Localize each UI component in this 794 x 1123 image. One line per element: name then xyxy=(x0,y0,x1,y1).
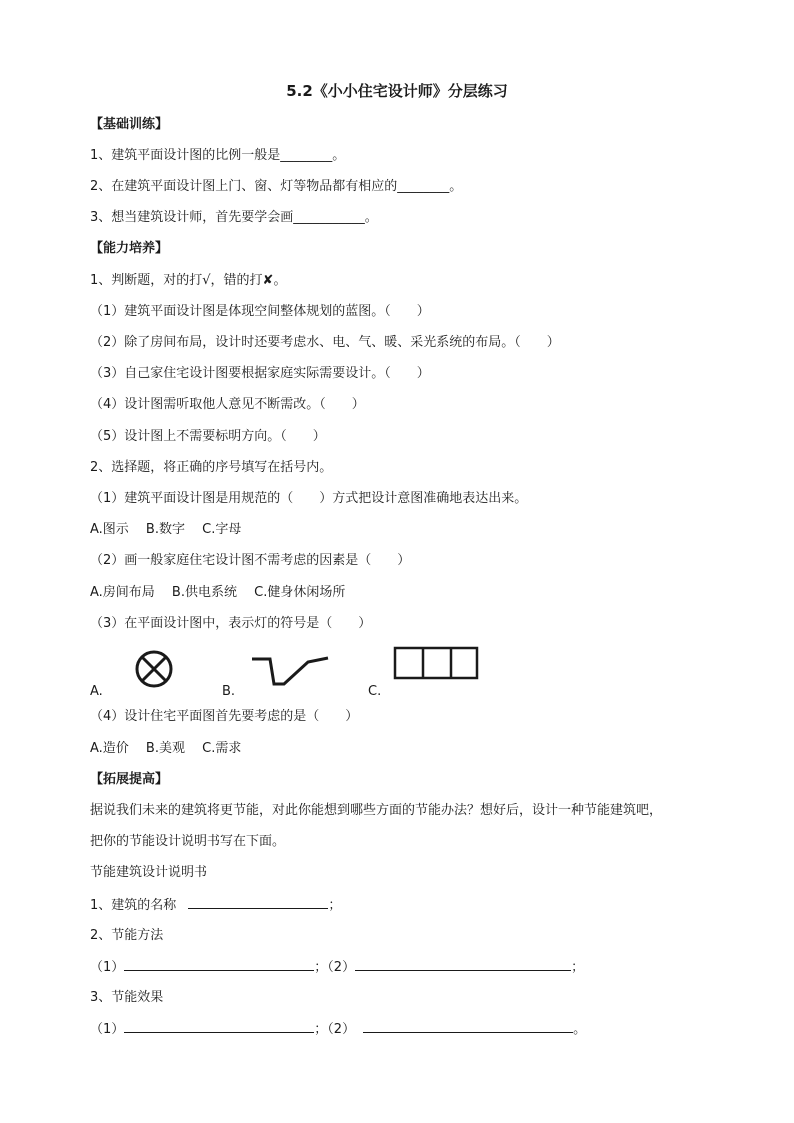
methods-blank-2[interactable] xyxy=(355,958,571,971)
mc-question-2: （2）画一般家庭住宅设计图不需考虑的因素是（ ） xyxy=(90,553,411,568)
mc-options-4: A.造价 B.美观 C.需求 xyxy=(90,741,242,756)
methods-blank-2-label: （2） xyxy=(327,960,356,975)
multiple-choice-intro: 2、选择题，将正确的序号填写在括号内。 xyxy=(90,460,333,475)
effects-blank-1-label: （1） xyxy=(90,1022,125,1037)
mc-options-1: A.图示 B.数字 C.字母 xyxy=(90,522,242,537)
section-heading-ability: 【能力培养】 xyxy=(90,241,169,256)
page-title: 5.2《小小住宅设计师》分层练习 xyxy=(286,82,508,100)
effects-end: 。 xyxy=(573,1022,587,1037)
section-heading-extension: 【拓展提高】 xyxy=(90,772,169,787)
true-false-item-3: （3）自己家住宅设计图要根据家庭实际需要设计。（ ） xyxy=(90,366,430,381)
mc3-option-b-label: B. xyxy=(222,684,236,699)
mc-question-1: （1）建筑平面设计图是用规范的（ ）方式把设计意图准确地表达出来。 xyxy=(90,491,528,506)
mc3-option-a-label: A. xyxy=(90,684,103,699)
form-title: 节能建筑设计说明书 xyxy=(90,865,208,880)
true-false-item-4: （4）设计图需听取他人意见不断需改。（ ） xyxy=(90,397,365,412)
question-2: 2、在建筑平面设计图上门、窗、灯等物品都有相应的________。 xyxy=(90,179,463,194)
true-false-item-1: （1）建筑平面设计图是体现空间整体规划的蓝图。（ ） xyxy=(90,304,430,319)
methods-blank-1-label: （1） xyxy=(90,960,125,975)
mc3-option-c-label: C. xyxy=(368,684,382,699)
extension-paragraph-line-2: 把你的节能设计说明书写在下面。 xyxy=(90,834,286,849)
form-item-1-end: ； xyxy=(328,898,342,913)
form-methods-row xyxy=(90,958,584,977)
window-symbol-icon xyxy=(393,646,481,682)
form-item-building-name xyxy=(90,896,341,915)
effects-separator: ； xyxy=(314,1022,328,1037)
form-item-effects-label: 3、节能效果 xyxy=(90,990,164,1005)
true-false-item-5: （5）设计图上不需要标明方向。（ ） xyxy=(90,429,326,444)
methods-blank-1[interactable] xyxy=(124,958,314,971)
lamp-symbol-icon xyxy=(133,648,175,690)
section-heading-basic: 【基础训练】 xyxy=(90,117,169,132)
form-effects-row xyxy=(90,1020,586,1039)
question-3: 3、想当建筑设计师，首先要学会画___________。 xyxy=(90,210,378,225)
form-item-1-label: 1、建筑的名称 xyxy=(90,898,177,913)
question-1: 1、建筑平面设计图的比例一般是________。 xyxy=(90,148,346,163)
effects-blank-2-label: （2） xyxy=(327,1022,356,1037)
mc-question-4: （4）设计住宅平面图首先要考虑的是（ ） xyxy=(90,709,359,724)
methods-end: ； xyxy=(571,960,585,975)
building-name-blank[interactable] xyxy=(188,896,328,909)
mc-options-2: A.房间布局 B.供电系统 C.健身休闲场所 xyxy=(90,585,346,600)
methods-separator: ； xyxy=(314,960,328,975)
effects-blank-1[interactable] xyxy=(124,1020,314,1033)
extension-paragraph-line-1: 据说我们未来的建筑将更节能，对此你能想到哪些方面的节能办法？想好后，设计一种节能建筑吧， xyxy=(90,803,663,818)
form-item-methods-label: 2、节能方法 xyxy=(90,928,164,943)
true-false-intro: 1、判断题，对的打√，错的打✘。 xyxy=(90,273,287,288)
effects-blank-2[interactable] xyxy=(363,1020,573,1033)
mc-question-3: （3）在平面设计图中，表示灯的符号是（ ） xyxy=(90,616,372,631)
true-false-item-2: （2）除了房间布局，设计时还要考虑水、电、气、暖、采光系统的布局。（ ） xyxy=(90,335,560,350)
switch-symbol-icon xyxy=(248,652,332,690)
